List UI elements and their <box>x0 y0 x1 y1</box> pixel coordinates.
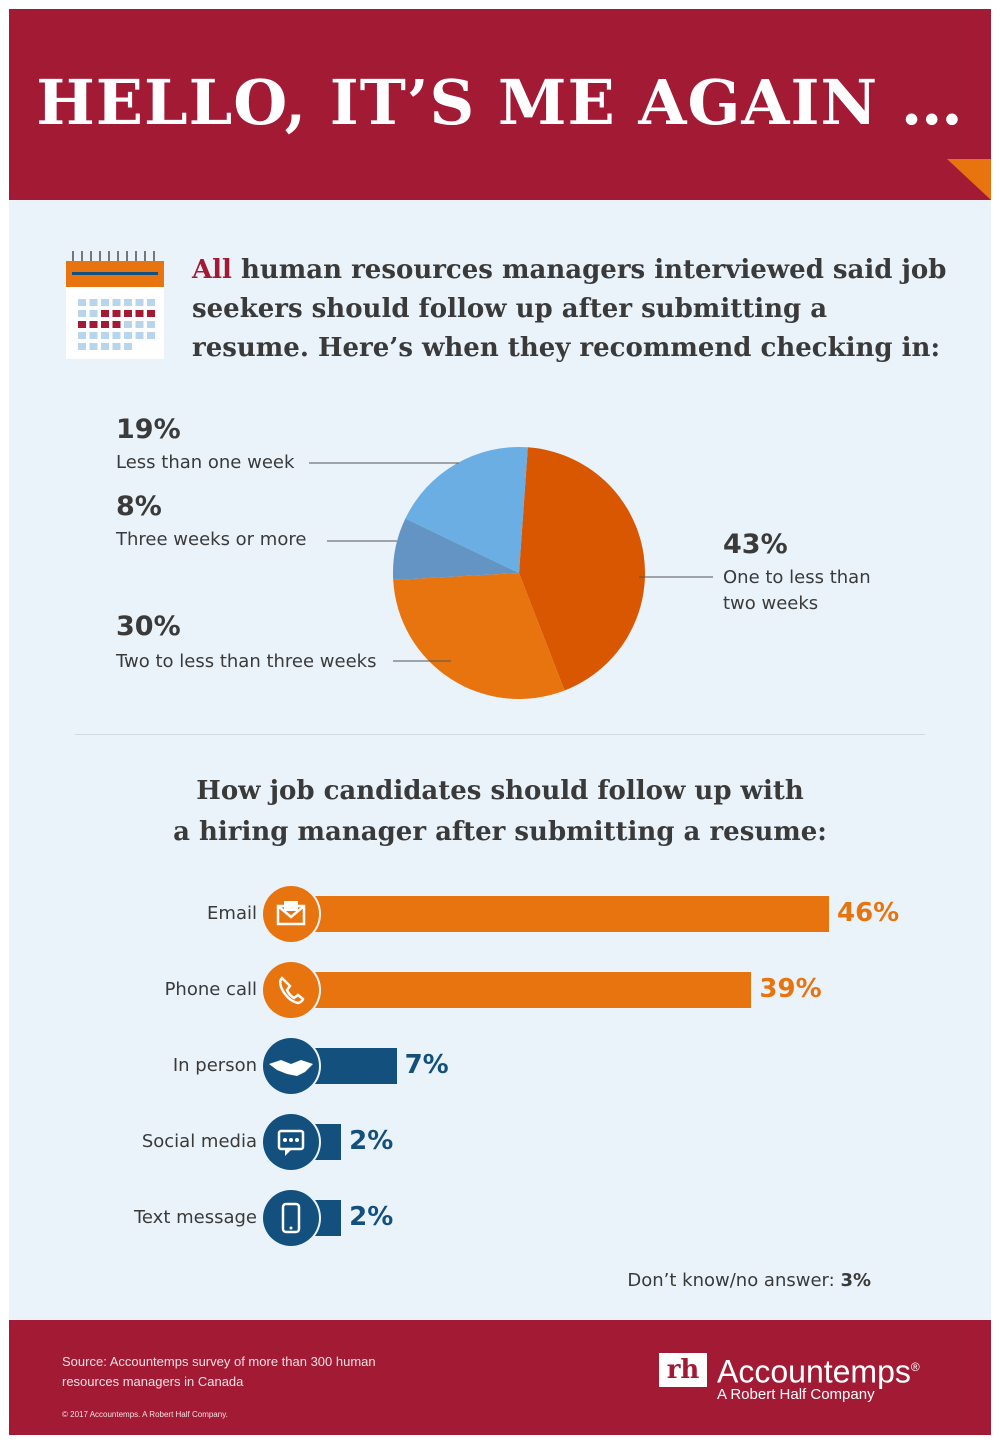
bar-value-4: 2% <box>349 1202 394 1232</box>
pie-pct-less-than-one-week: 19% <box>116 414 181 445</box>
bar-value-0: 46% <box>837 898 900 928</box>
intro-highlight: All <box>192 255 232 285</box>
email-icon <box>263 886 319 942</box>
page-title: HELLO, IT’S ME AGAIN … <box>36 66 964 139</box>
infographic <box>9 9 991 1435</box>
registered-mark: ® <box>910 1360 920 1374</box>
pie-label-less-than-one-week: Less than one week <box>116 452 295 473</box>
bar-1 <box>291 972 751 1008</box>
pie-label-one-to-two-weeks: One to less than two weeks <box>723 567 871 614</box>
bar-label-4: Text message <box>133 1207 257 1228</box>
bar-value-2: 7% <box>404 1050 449 1080</box>
handshake-icon <box>263 1038 319 1094</box>
pie-pct-two-to-three-weeks: 30% <box>116 611 181 642</box>
bar-value-3: 2% <box>349 1126 394 1156</box>
footer <box>9 1320 991 1435</box>
source-note: Source: Accountemps survey of more than 300 human resources managers in Canada <box>62 1354 376 1389</box>
bar-label-2: In person <box>172 1055 257 1076</box>
brand-name <box>717 1348 920 1391</box>
dont-know-label: Don’t know/no answer: <box>627 1270 835 1291</box>
bar-label-3: Social media <box>141 1131 257 1152</box>
pie-label-two-to-three-weeks: Two to less than three weeks <box>116 651 377 672</box>
smartphone-icon <box>263 1190 319 1246</box>
pie-pct-three-weeks: 8% <box>116 491 162 522</box>
bar-chart-title-line2: a hiring manager after submitting a resume: <box>173 817 827 847</box>
dont-know-note <box>627 1270 871 1291</box>
bar-0 <box>291 896 829 932</box>
brand-tagline: A Robert Half Company <box>717 1386 875 1403</box>
bar-label-0: Email <box>207 903 257 924</box>
bar-chart-title-line1: How job candidates should follow up with <box>196 776 804 806</box>
pie-pct-one-to-two-weeks: 43% <box>723 529 788 560</box>
brand-text: Accountemps <box>717 1353 911 1390</box>
chat-bubble-icon <box>263 1114 319 1170</box>
bar-chart-title <box>9 771 991 853</box>
dont-know-value: 3% <box>840 1270 871 1291</box>
copyright: © 2017 Accountemps. A Robert Half Company. <box>62 1410 228 1419</box>
phone-icon <box>263 962 319 1018</box>
bar-label-1: Phone call <box>164 979 257 1000</box>
bar-value-1: 39% <box>759 974 822 1004</box>
rh-logo-mark: rh <box>659 1353 707 1387</box>
section-divider <box>75 734 925 735</box>
pie-label-three-weeks: Three weeks or more <box>116 529 307 550</box>
intro-body: human resources managers interviewed said job seekers should follow up after submitting a resume. Here’s when they recommend checking in: <box>192 255 947 363</box>
